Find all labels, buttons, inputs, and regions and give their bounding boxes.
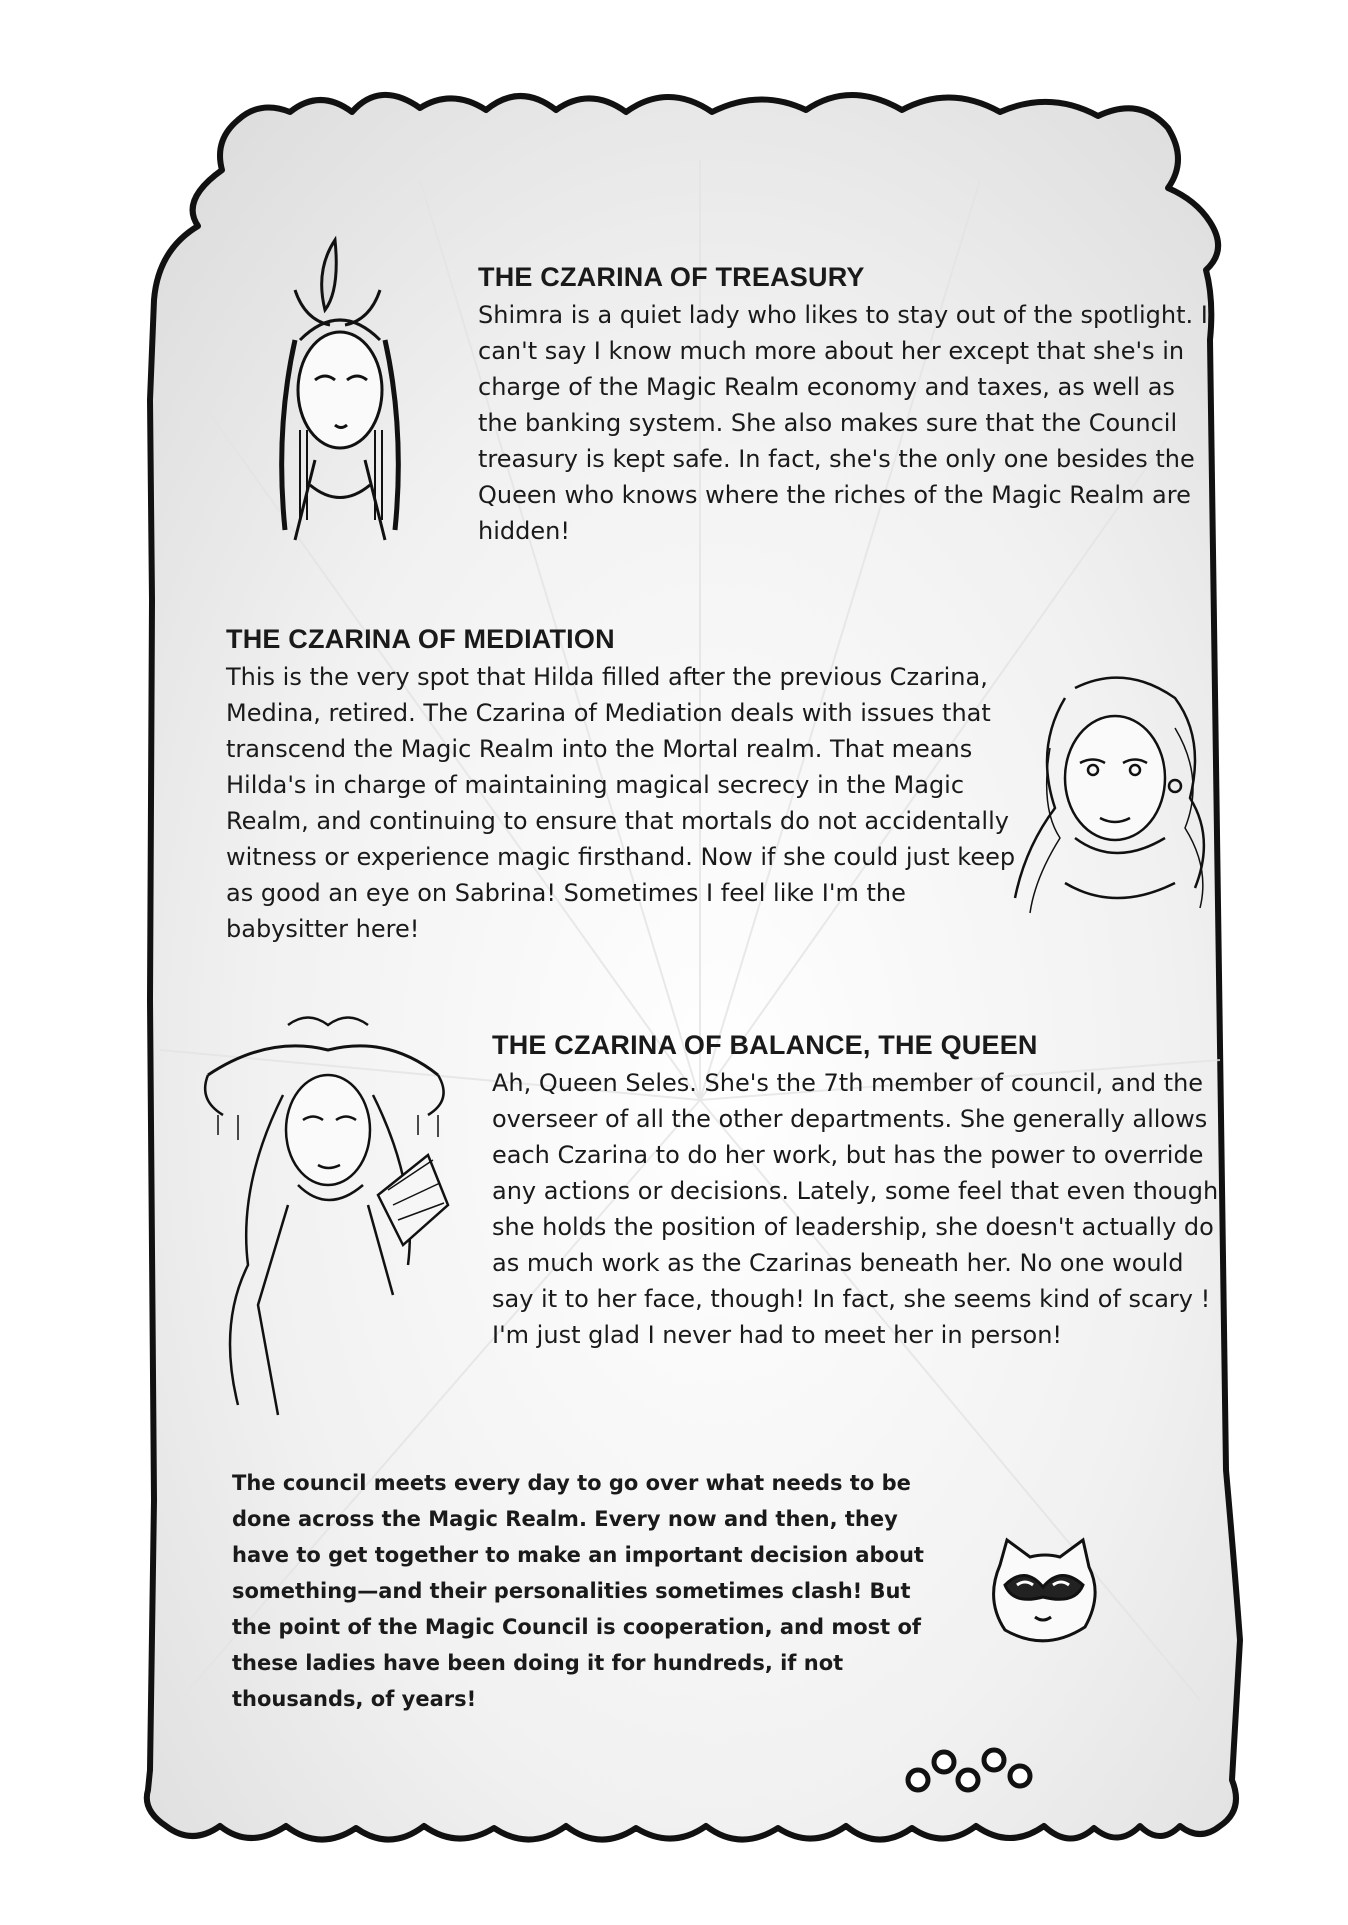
czarina-of-treasury-portrait [255,230,430,560]
cat-mascot-icon [985,1535,1103,1653]
section-treasury [478,262,1218,549]
section-body: Ah, Queen Seles. She's the 7th member of council, and the overseer of all the other departments. She generally allows each Czarina to do her work, but has the power to override any actions or decisions. Lately, some feel that even though she holds the position of leadership, she doesn't actually do as much work as the Czarinas beneath her. No one would say it to her face, though! In fact, she seems kind of scary ! I'm just glad I never had to meet her in person! [492,1069,1219,1349]
section-balance [492,1030,1232,1353]
section-body: This is the very spot that Hilda filled after the previous Czarina, Medina, retired. The Czarina of Mediation deals with issues that transcend the Magic Realm into the Mortal realm. That means Hilda's in charge of maintaining magical secrecy in the Magic Realm, and continuing to ensure that mortals do not accidentally witness or experience magic firsthand. Now if she could just keep as good an eye on Sabrina! Sometimes I feel like I'm the babysitter here! [226,663,1016,943]
section-heading: THE CZARINA OF BALANCE, THE QUEEN [492,1030,1038,1060]
section-mediation [226,624,1046,947]
queen-seles-portrait [178,1005,478,1425]
paw-prints-icon [900,1738,1040,1800]
section-body: Shimra is a quiet lady who likes to stay out of the spotlight. I can't say I know much more about her except that she's in charge of the Magic Realm economy and taxes, as well as the banking system. She also makes sure that the Council treasury is kept safe. In fact, she's the only one besides the Queen who knows where the riches of the Magic Realm are hidden! [478,301,1208,545]
section-heading: THE CZARINA OF MEDIATION [226,624,615,654]
section-heading: THE CZARINA OF TREASURY [478,262,865,292]
council-summary: The council meets every day to go over what needs to be done across the Magic Realm. Every now and then, they have to get together to make an important decision about something—and their personalities sometimes clash! But the point of the Magic Council is cooperation, and most of these ladies have been doing it for hundreds, if not thousands, of years! [232,1471,924,1711]
